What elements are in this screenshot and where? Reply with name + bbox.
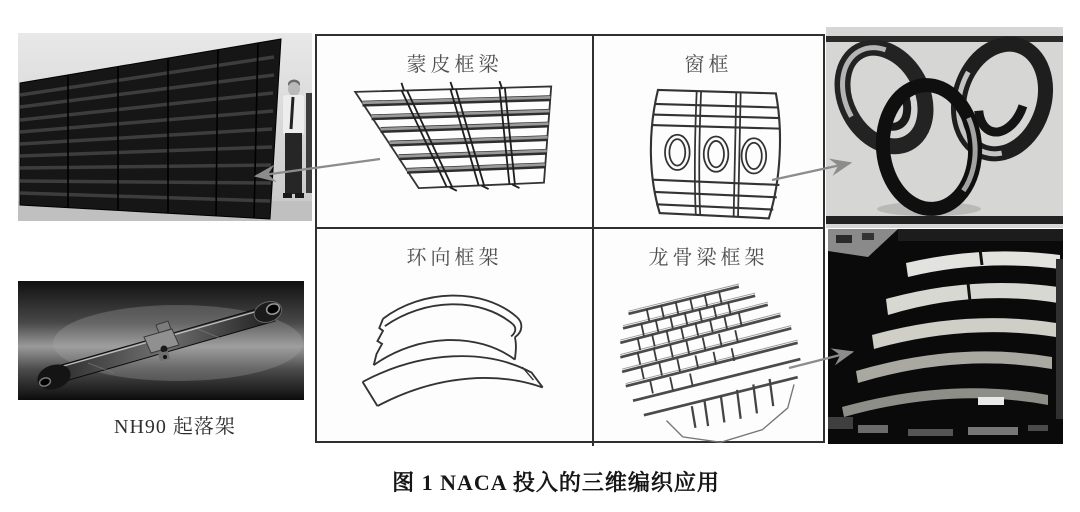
curved-frames-photo (828, 229, 1063, 444)
engineer-figure (283, 80, 304, 199)
circumferential-frame-drawing (357, 274, 552, 409)
nh90-landing-gear-photo (18, 281, 304, 400)
cell-circumferential-frame (317, 229, 594, 446)
skin-frame-beam-drawing (346, 81, 564, 199)
figure-caption: 图 1 NACA 投入的三维编织应用 (392, 470, 720, 495)
cell-keel-beam-frame (594, 229, 823, 446)
diagram-grid (315, 34, 825, 443)
skin-frame-beam-label: 蒙皮框梁 (406, 54, 503, 76)
window-frame-label: 窗框 (684, 54, 733, 76)
keel-beam-frame-label: 龙骨梁框架 (648, 247, 769, 269)
cell-window-frame (594, 36, 823, 229)
window-frames-image (826, 27, 1063, 228)
curved-frames-image (828, 229, 1063, 444)
stiffened-panel-image (18, 33, 312, 221)
stiffened-panel-photo (18, 33, 312, 221)
window-frame-drawing (621, 81, 797, 222)
circumferential-frame-label: 环向框架 (406, 247, 503, 269)
cell-skin-frame-beam (317, 36, 594, 229)
landing-gear-caption: NH90 起落架 (114, 416, 236, 438)
window-frames-photo (826, 27, 1063, 228)
keel-beam-frame-drawing (614, 274, 804, 446)
landing-gear-image (18, 281, 304, 400)
